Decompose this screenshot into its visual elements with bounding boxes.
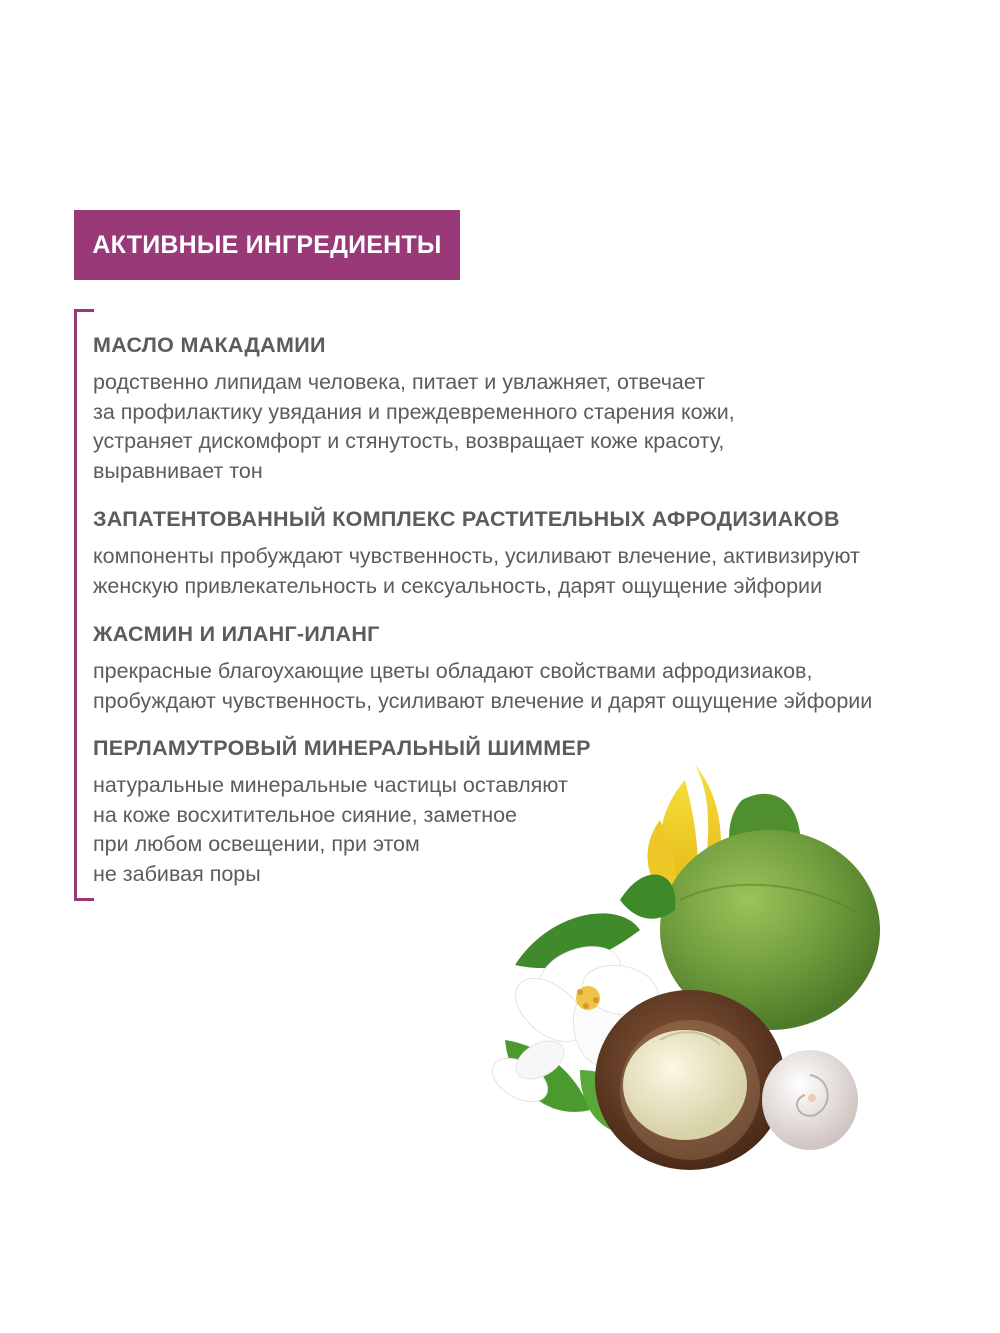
ingredient-description: [93, 542, 860, 601]
description-line: выравнивает тон: [93, 458, 263, 483]
list-bracket: [74, 309, 94, 901]
ingredient-title: ЗАПАТЕНТОВАННЫЙ КОМПЛЕКС РАСТИТЕЛЬНЫХ АФРОДИЗИАКОВ: [93, 507, 840, 531]
description-line: не забивая поры: [93, 861, 261, 886]
section-title-badge: [74, 210, 460, 280]
ingredient-title: ЖАСМИН И ИЛАНГ-ИЛАНГ: [93, 622, 380, 646]
description-line: родственно липидам человека, питает и увлажняет, отвечает: [93, 370, 705, 394]
description-line: женскую привлекательность и сексуальность, дарят ощущение эйфории: [93, 573, 823, 598]
ingredient-description: [93, 657, 872, 716]
description-line: натуральные минеральные частицы оставляют: [93, 773, 568, 797]
ingredient-title: МАСЛО МАКАДАМИИ: [93, 333, 326, 357]
ingredients-illustration: [480, 760, 880, 1200]
description-line: за профилактику увядания и преждевременного старения кожи,: [93, 399, 735, 424]
description-line: устраняет дискомфорт и стянутость, возвращает коже красоту,: [93, 429, 725, 453]
ingredient-macadamia: [93, 330, 735, 486]
description-line: компоненты пробуждают чувственность, усиливают влечение, активизируют: [93, 544, 860, 568]
ingredient-aphrodisiac-complex: [93, 504, 860, 601]
ingredient-description: [93, 368, 735, 486]
ingredient-title: ПЕРЛАМУТРОВЫЙ МИНЕРАЛЬНЫЙ ШИММЕР: [93, 736, 591, 760]
description-line: пробуждают чувственность, усиливают влечение и дарят ощущение эйфории: [93, 688, 873, 713]
macadamia-kernel-icon: [595, 990, 785, 1170]
pearl-shell-icon: [762, 1050, 858, 1150]
description-line: прекрасные благоухающие цветы обладают свойствами афродизиаков,: [93, 659, 813, 683]
ingredient-jasmine-ylang: [93, 619, 872, 716]
section-title: АКТИВНЫЕ ИНГРЕДИЕНТЫ: [92, 230, 442, 259]
description-line: на коже восхитительное сияние, заметное: [93, 802, 518, 827]
description-line: при любом освещении, при этом: [93, 832, 420, 856]
